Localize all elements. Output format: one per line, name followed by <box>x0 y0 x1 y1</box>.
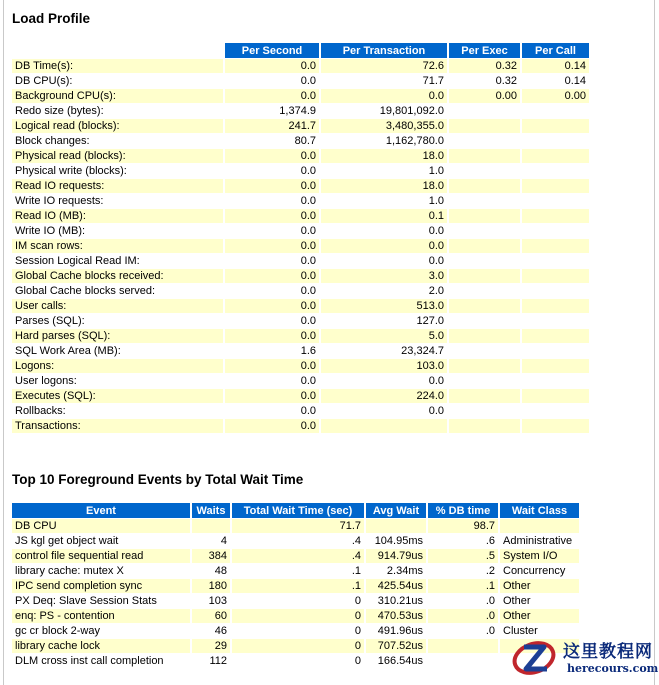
load-profile-table <box>10 42 591 434</box>
metric-name: User logons: <box>12 374 223 388</box>
metric-name: IM scan rows: <box>12 239 223 253</box>
metric-name: Logons: <box>12 359 223 373</box>
load-profile-row <box>12 374 589 388</box>
header-per-exec: Per Exec <box>449 43 520 58</box>
event-name: gc cr block 2-way <box>12 624 190 638</box>
pct-db-time-value: .0 <box>428 609 498 623</box>
load-profile-row <box>12 179 589 193</box>
avg-wait-value: 166.54us <box>366 654 426 668</box>
per-exec-value <box>449 194 520 208</box>
load-profile-row <box>12 104 589 118</box>
total-wait-time-value: 0 <box>232 624 364 638</box>
per-second-value: 0.0 <box>225 149 319 163</box>
per-exec-value: 0.32 <box>449 59 520 73</box>
waits-value: 112 <box>192 654 230 668</box>
metric-name: Physical read (blocks): <box>12 149 223 163</box>
per-transaction-value: 0.0 <box>321 239 447 253</box>
load-profile-row <box>12 344 589 358</box>
avg-wait-value: 491.96us <box>366 624 426 638</box>
per-call-value <box>522 299 589 313</box>
per-transaction-value: 0.0 <box>321 404 447 418</box>
metric-name: Background CPU(s): <box>12 89 223 103</box>
top-events-row <box>12 594 579 608</box>
total-wait-time-value: .4 <box>232 534 364 548</box>
per-exec-value <box>449 314 520 328</box>
per-exec-value <box>449 104 520 118</box>
per-call-value <box>522 239 589 253</box>
top-events-row <box>12 624 579 638</box>
per-exec-value <box>449 254 520 268</box>
per-second-value: 0.0 <box>225 74 319 88</box>
wait-class-value <box>500 519 579 533</box>
load-profile-row <box>12 164 589 178</box>
pct-db-time-value <box>428 639 498 653</box>
event-name: JS kgl get object wait <box>12 534 190 548</box>
load-profile-row <box>12 119 589 133</box>
load-profile-title: Load Profile <box>12 11 91 26</box>
load-profile-row <box>12 239 589 253</box>
site-watermark <box>511 635 657 681</box>
load-profile-row <box>12 59 589 73</box>
avg-wait-value: 425.54us <box>366 579 426 593</box>
metric-name: Parses (SQL): <box>12 314 223 328</box>
load-profile-row <box>12 269 589 283</box>
per-second-value: 0.0 <box>225 299 319 313</box>
per-exec-value <box>449 224 520 238</box>
per-call-value <box>522 269 589 283</box>
avg-wait-value <box>366 519 426 533</box>
per-transaction-value: 0.0 <box>321 374 447 388</box>
total-wait-time-value: 0 <box>232 639 364 653</box>
per-second-value: 0.0 <box>225 254 319 268</box>
top-events-row <box>12 519 579 533</box>
per-transaction-value: 1.0 <box>321 194 447 208</box>
load-profile-row <box>12 329 589 343</box>
event-name: control file sequential read <box>12 549 190 563</box>
per-call-value <box>522 149 589 163</box>
per-second-value: 0.0 <box>225 179 319 193</box>
per-exec-value <box>449 179 520 193</box>
per-exec-value <box>449 269 520 283</box>
per-second-value: 0.0 <box>225 329 319 343</box>
per-second-value: 1.6 <box>225 344 319 358</box>
per-second-value: 0.0 <box>225 269 319 283</box>
per-transaction-value: 513.0 <box>321 299 447 313</box>
load-profile-header-row <box>12 43 589 58</box>
waits-value: 103 <box>192 594 230 608</box>
per-exec-value <box>449 164 520 178</box>
per-second-value: 0.0 <box>225 164 319 178</box>
per-call-value <box>522 374 589 388</box>
per-transaction-value: 0.0 <box>321 89 447 103</box>
header-waits: Waits <box>192 503 230 518</box>
event-name: IPC send completion sync <box>12 579 190 593</box>
waits-value: 4 <box>192 534 230 548</box>
avg-wait-value: 707.52us <box>366 639 426 653</box>
per-second-value: 1,374.9 <box>225 104 319 118</box>
per-call-value <box>522 359 589 373</box>
per-transaction-value: 19,801,092.0 <box>321 104 447 118</box>
per-call-value <box>522 209 589 223</box>
load-profile-row <box>12 299 589 313</box>
per-exec-value <box>449 134 520 148</box>
per-exec-value <box>449 359 520 373</box>
per-second-value: 0.0 <box>225 284 319 298</box>
per-transaction-value: 103.0 <box>321 359 447 373</box>
top-events-title: Top 10 Foreground Events by Total Wait Time <box>12 472 304 487</box>
wait-class-value: System I/O <box>500 549 579 563</box>
per-call-value <box>522 179 589 193</box>
per-exec-value: 0.00 <box>449 89 520 103</box>
per-call-value <box>522 194 589 208</box>
load-profile-row <box>12 224 589 238</box>
per-transaction-value: 0.1 <box>321 209 447 223</box>
per-second-value: 0.0 <box>225 314 319 328</box>
per-transaction-value: 18.0 <box>321 149 447 163</box>
top-events-table <box>10 502 581 669</box>
per-second-value: 0.0 <box>225 419 319 433</box>
pct-db-time-value: .0 <box>428 624 498 638</box>
per-call-value <box>522 314 589 328</box>
top-events-row <box>12 609 579 623</box>
waits-value: 29 <box>192 639 230 653</box>
event-name: library cache: mutex X <box>12 564 190 578</box>
pct-db-time-value: .5 <box>428 549 498 563</box>
per-exec-value <box>449 389 520 403</box>
metric-name: Global Cache blocks served: <box>12 284 223 298</box>
metric-name: Transactions: <box>12 419 223 433</box>
per-second-value: 241.7 <box>225 119 319 133</box>
load-profile-row <box>12 419 589 433</box>
per-call-value <box>522 404 589 418</box>
per-transaction-value <box>321 419 447 433</box>
per-call-value <box>522 134 589 148</box>
metric-name: Redo size (bytes): <box>12 104 223 118</box>
top-events-row <box>12 654 579 668</box>
top-events-header-row <box>12 503 579 518</box>
metric-name: Read IO requests: <box>12 179 223 193</box>
load-profile-row <box>12 314 589 328</box>
waits-value: 46 <box>192 624 230 638</box>
per-call-value <box>522 254 589 268</box>
metric-name: User calls: <box>12 299 223 313</box>
event-name: DLM cross inst call completion <box>12 654 190 668</box>
per-transaction-value: 18.0 <box>321 179 447 193</box>
metric-name: Write IO requests: <box>12 194 223 208</box>
blank-header-cell <box>12 43 223 58</box>
per-call-value: 0.00 <box>522 89 589 103</box>
per-exec-value <box>449 299 520 313</box>
per-exec-value: 0.32 <box>449 74 520 88</box>
load-profile-row <box>12 209 589 223</box>
per-call-value <box>522 419 589 433</box>
per-transaction-value: 71.7 <box>321 74 447 88</box>
total-wait-time-value: .1 <box>232 579 364 593</box>
watermark-url: herecours.com <box>567 662 659 675</box>
per-transaction-value: 3,480,355.0 <box>321 119 447 133</box>
per-exec-value <box>449 344 520 358</box>
wait-class-value: Cluster <box>500 624 579 638</box>
per-second-value: 0.0 <box>225 59 319 73</box>
wait-class-value: Other <box>500 609 579 623</box>
per-exec-value <box>449 149 520 163</box>
metric-name: Physical write (blocks): <box>12 164 223 178</box>
per-exec-value <box>449 119 520 133</box>
metric-name: Global Cache blocks received: <box>12 269 223 283</box>
per-call-value <box>522 164 589 178</box>
per-second-value: 0.0 <box>225 359 319 373</box>
per-call-value <box>522 329 589 343</box>
per-call-value <box>522 224 589 238</box>
waits-value: 48 <box>192 564 230 578</box>
watermark-logo-icon <box>511 635 561 681</box>
per-transaction-value: 224.0 <box>321 389 447 403</box>
load-profile-row <box>12 134 589 148</box>
total-wait-time-value: 0 <box>232 654 364 668</box>
per-transaction-value: 1.0 <box>321 164 447 178</box>
load-profile-row <box>12 74 589 88</box>
per-exec-value <box>449 419 520 433</box>
per-call-value: 0.14 <box>522 59 589 73</box>
total-wait-time-value: .1 <box>232 564 364 578</box>
event-name: enq: PS - contention <box>12 609 190 623</box>
per-exec-value <box>449 209 520 223</box>
per-transaction-value: 0.0 <box>321 254 447 268</box>
avg-wait-value: 310.21us <box>366 594 426 608</box>
per-call-value <box>522 344 589 358</box>
per-second-value: 0.0 <box>225 89 319 103</box>
per-second-value: 0.0 <box>225 239 319 253</box>
header-per-second: Per Second <box>225 43 319 58</box>
per-second-value: 0.0 <box>225 374 319 388</box>
per-second-value: 0.0 <box>225 389 319 403</box>
avg-wait-value: 914.79us <box>366 549 426 563</box>
waits-value <box>192 519 230 533</box>
event-name: PX Deq: Slave Session Stats <box>12 594 190 608</box>
top-events-row <box>12 639 579 653</box>
total-wait-time-value: 0 <box>232 609 364 623</box>
per-call-value <box>522 284 589 298</box>
waits-value: 180 <box>192 579 230 593</box>
metric-name: Rollbacks: <box>12 404 223 418</box>
per-transaction-value: 5.0 <box>321 329 447 343</box>
per-second-value: 0.0 <box>225 224 319 238</box>
pct-db-time-value: .2 <box>428 564 498 578</box>
avg-wait-value: 104.95ms <box>366 534 426 548</box>
per-transaction-value: 2.0 <box>321 284 447 298</box>
metric-name: DB Time(s): <box>12 59 223 73</box>
metric-name: Read IO (MB): <box>12 209 223 223</box>
top-events-row <box>12 564 579 578</box>
metric-name: Hard parses (SQL): <box>12 329 223 343</box>
avg-wait-value: 470.53us <box>366 609 426 623</box>
avg-wait-value: 2.34ms <box>366 564 426 578</box>
per-transaction-value: 23,324.7 <box>321 344 447 358</box>
metric-name: SQL Work Area (MB): <box>12 344 223 358</box>
wait-class-value: Other <box>500 594 579 608</box>
load-profile-row <box>12 389 589 403</box>
metric-name: Logical read (blocks): <box>12 119 223 133</box>
top-events-row <box>12 549 579 563</box>
metric-name: DB CPU(s): <box>12 74 223 88</box>
load-profile-row <box>12 194 589 208</box>
per-exec-value <box>449 239 520 253</box>
event-name: library cache lock <box>12 639 190 653</box>
pct-db-time-value: .6 <box>428 534 498 548</box>
header-per-transaction: Per Transaction <box>321 43 447 58</box>
per-call-value <box>522 119 589 133</box>
per-exec-value <box>449 374 520 388</box>
total-wait-time-value: .4 <box>232 549 364 563</box>
metric-name: Session Logical Read IM: <box>12 254 223 268</box>
metric-name: Executes (SQL): <box>12 389 223 403</box>
load-profile-row <box>12 359 589 373</box>
per-transaction-value: 3.0 <box>321 269 447 283</box>
watermark-text: 这里教程网 <box>563 642 653 662</box>
header-pct-db-time: % DB time <box>428 503 498 518</box>
per-transaction-value: 127.0 <box>321 314 447 328</box>
total-wait-time-value: 0 <box>232 594 364 608</box>
header-wait-class: Wait Class <box>500 503 579 518</box>
load-profile-row <box>12 404 589 418</box>
per-transaction-value: 1,162,780.0 <box>321 134 447 148</box>
wait-class-value: Concurrency <box>500 564 579 578</box>
per-call-value <box>522 104 589 118</box>
header-total-wait-time: Total Wait Time (sec) <box>232 503 364 518</box>
per-second-value: 0.0 <box>225 209 319 223</box>
waits-value: 60 <box>192 609 230 623</box>
header-event: Event <box>12 503 190 518</box>
event-name: DB CPU <box>12 519 190 533</box>
per-call-value: 0.14 <box>522 74 589 88</box>
load-profile-row <box>12 149 589 163</box>
wait-class-value: Other <box>500 579 579 593</box>
pct-db-time-value: 98.7 <box>428 519 498 533</box>
wait-class-value: Administrative <box>500 534 579 548</box>
per-second-value: 0.0 <box>225 404 319 418</box>
per-second-value: 80.7 <box>225 134 319 148</box>
top-events-row <box>12 579 579 593</box>
pct-db-time-value: .0 <box>428 594 498 608</box>
total-wait-time-value: 71.7 <box>232 519 364 533</box>
top-events-row <box>12 534 579 548</box>
load-profile-row <box>12 89 589 103</box>
per-exec-value <box>449 329 520 343</box>
per-exec-value <box>449 284 520 298</box>
per-transaction-value: 0.0 <box>321 224 447 238</box>
metric-name: Write IO (MB): <box>12 224 223 238</box>
per-call-value <box>522 389 589 403</box>
metric-name: Block changes: <box>12 134 223 148</box>
per-second-value: 0.0 <box>225 194 319 208</box>
per-exec-value <box>449 404 520 418</box>
pct-db-time-value <box>428 654 498 668</box>
load-profile-row <box>12 284 589 298</box>
header-per-call: Per Call <box>522 43 589 58</box>
load-profile-row <box>12 254 589 268</box>
pct-db-time-value: .1 <box>428 579 498 593</box>
header-avg-wait: Avg Wait <box>366 503 426 518</box>
per-transaction-value: 72.6 <box>321 59 447 73</box>
waits-value: 384 <box>192 549 230 563</box>
